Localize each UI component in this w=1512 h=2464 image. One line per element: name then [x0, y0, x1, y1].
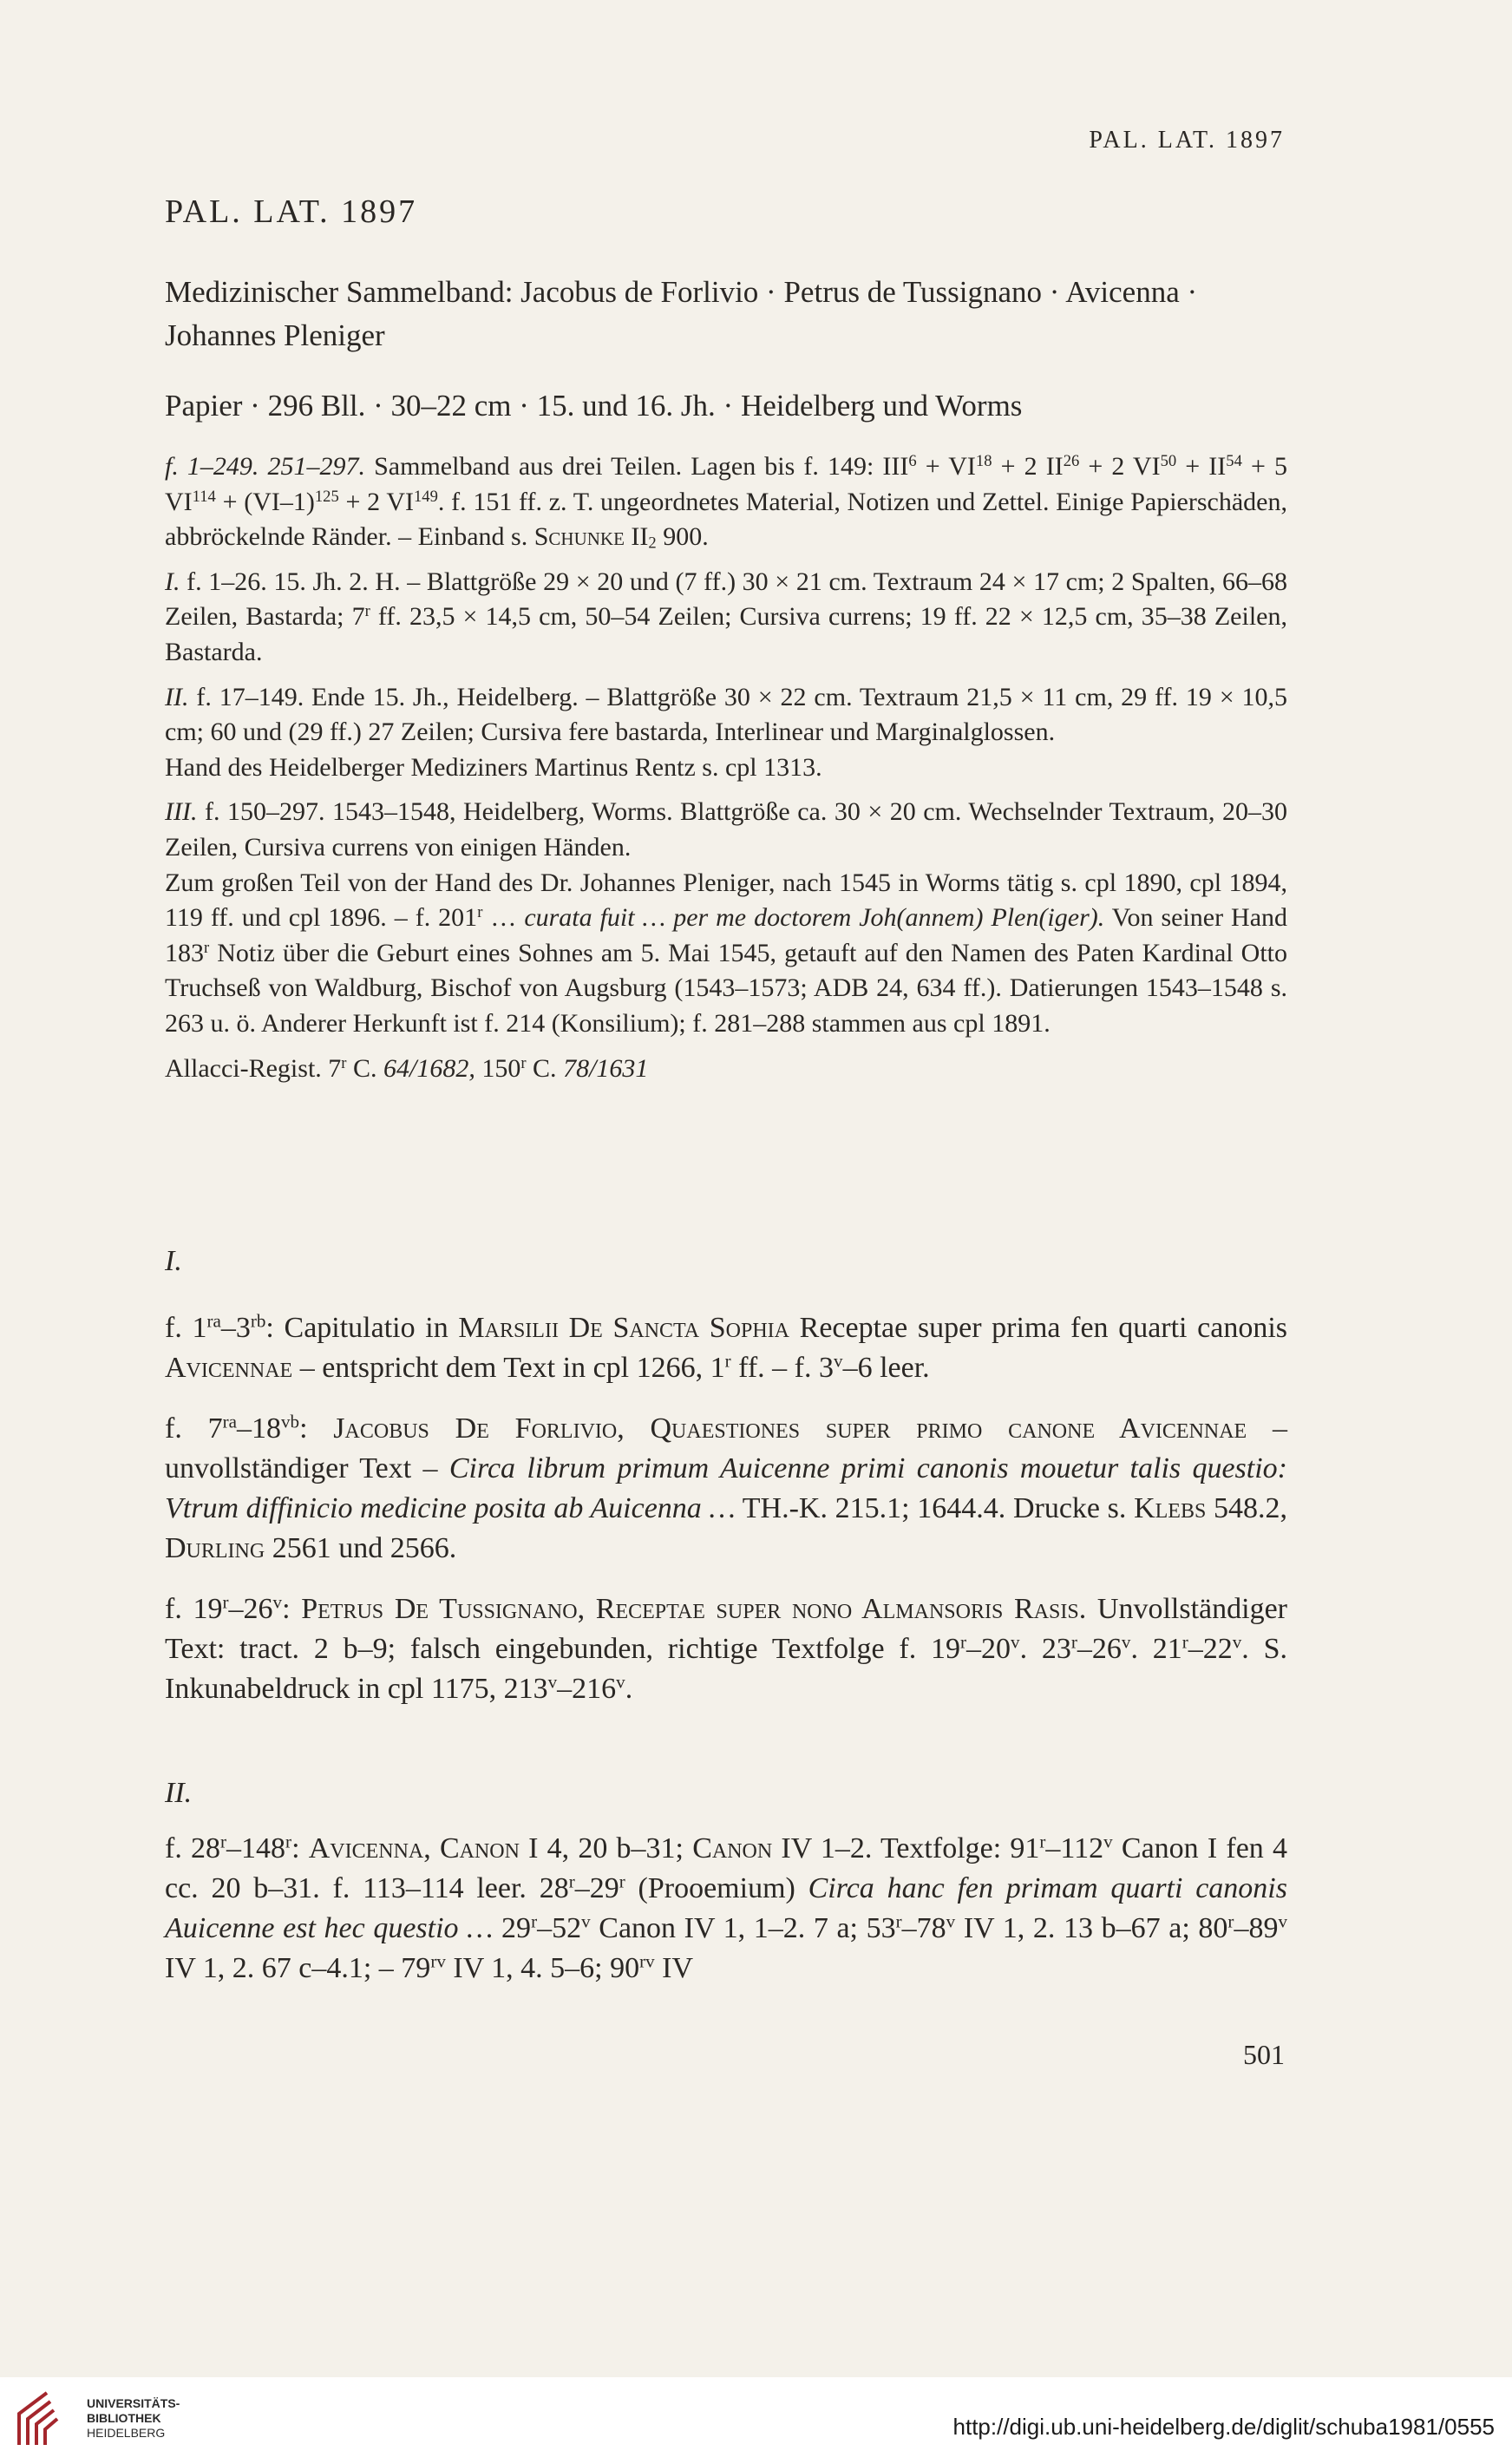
library-logo-icon — [12, 2388, 78, 2450]
section-1-label: I. — [165, 1245, 182, 1277]
section-1-entries — [165, 1308, 1287, 1730]
permalink-url[interactable]: http://digi.ub.uni-heidelberg.de/diglit/schuba1981/0555 — [952, 2414, 1495, 2440]
entry-marsilius: f. $1^{ra}-3^{rb}$: Capitulatio in Marsilii De Sancta Sophia Receptae super prima fen quarti canonis Avicennae – entspricht dem Text in cpl 1266, 1$^r$ ff. – f. 3$^v$–6 leer. — [165, 1310, 1288, 1384]
library-footer — [0, 2377, 1512, 2464]
desc-part-2: II. f. 17–149. Ende 15. Jh., Heidelberg. – Blattgröße 30 × 22 cm. Textraum 21,5 × 11 cm, 29 ff. 19 × 10,5 cm; 60 und (29 ff.) 27 Zeilen; Cursiva fere bastarda, Interlinear und Marginalglossen. — [165, 682, 1287, 747]
library-name: UNIVERSITÄTS- BIBLIOTHEK HEIDELBERG — [87, 2396, 180, 2440]
desc-collation: f. 1–249. 251–297. Sammelband aus drei Teilen. Lagen bis f. 149: $III^6 + VI^{18} + 2$ $II^{26} + 2$ $VI^{50} + II^{54} + 5$ $VI^{114} + (VI-1)^{125} + 2$ VI$^{149}$. f. 151 ff. z. T. ungeordnetes Material, Notizen und Zettel. Einige Papierschäden, abbröckelnde Ränder. – Einband s. Schunke $II_2$ 900. — [165, 451, 1287, 553]
allacci-register: Allacci-Regist. 7$^r$ C. 64/1682, 150$^r$ C. 78/1631 — [165, 1053, 649, 1083]
physical-description: Papier · 296 Bll. · 30–22 cm · 15. und 16. Jh. · Heidelberg und Worms — [165, 389, 1023, 423]
desc-part-2-hand: Hand des Heidelberger Mediziners Martinus Rentz s. cpl 1313. — [165, 752, 822, 782]
desc-part-3-hand: Zum großen Teil von der Hand des Dr. Johannes Pleniger, nach 1545 in Worms tätig s. cpl 1890, cpl 1894, 119 ff. und cpl 1896. – f. 201$^r$ … curata fuit … per me doctorem Joh(annem) Plen(iger). Von seiner Hand 183$^r$ Notiz über die Geburt eines Sohnes am 5. Mai 1545, getauft auf den Namen des Paten Kardinal Otto Truchseß von Waldburg, Bischof von Augsburg (1543–1573; ADB 24, 634 ff.). Datierungen 1543–1548 s. 263 u. ö. Anderer Herkunft ist f. 214 (Konsilium); f. 281–288 stammen aus cpl 1891. — [165, 868, 1288, 1038]
manuscript-title: Medizinischer Sammelband: Jacobus de Forlivio · Petrus de Tussignano · Avicenna · Johannes Pleniger — [165, 275, 1198, 352]
page-number: 501 — [1243, 2039, 1285, 2070]
section-2-label: II. — [165, 1777, 193, 1809]
entry-jacobus: f. $7^{ra}-18^{vb}$: Jacobus De Forlivio, Quaestiones super primo canone Avicennae – unvollständiger Text – Circa librum primum Auicenne primi canonis mouetur talis questio: Vtrum diffinicio medicine posita ab Auicenna … TH.-K. 215.1; 1644.4. Drucke s. Klebs 548.2, Durling 2561 und 2566. — [165, 1411, 1288, 1564]
entry-avicenna-canon: f. 28$^r$–148$^r$: Avicenna, Canon I 4, 20 b–31; Canon IV 1–2. Textfolge: 91$^r$–112$^v$ Canon I fen 4 cc. 20 b–31. f. 113–114 leer. 28$^r$–29$^r$ (Prooemium) Circa hanc fen primam quarti canonis Auicenne est hec questio … 29$^r$–52$^v$ Canon IV 1, 1–2. 7 a; 53$^r$–78$^v$ IV 1, 2. 13 b–67 a; 80$^r$–89$^v$ IV 1, 2. 67 c–4.1; – $79^{rv}$ IV 1, 4. 5–6; $90^{rv}$ IV — [165, 1831, 1287, 1984]
desc-part-1: I. f. 1–26. 15. Jh. 2. H. – Blattgröße 29 × 20 und (7 ff.) 30 × 21 cm. Textraum 24 × 17 cm; 2 Spalten, 66–68 Zeilen, Bastarda; 7$^r$ ff. 23,5 × 14,5 cm, 50–54 Zeilen; Cursiva currens; 19 ff. 22 × 12,5 cm, 35–38 Zeilen, Bastarda. — [165, 567, 1287, 666]
codicological-description — [165, 449, 1287, 1096]
running-head: PAL. LAT. 1897 — [1089, 127, 1285, 154]
entry-petrus: f. 19$^r$–26$^v$: Petrus De Tussignano, Receptae super nono Almansoris Rasis. Unvollständiger Text: tract. 2 b–9; falsch eingebunden, richtige Textfolge f. 19$^r$–20$^v$. 23$^r$–26$^v$. 21$^r$–22$^v$. S. Inkunabeldruck in cpl 1175, 213$^v$–216$^v$. — [165, 1591, 1287, 1705]
desc-part-3: III. f. 150–297. 1543–1548, Heidelberg, Worms. Blattgröße ca. 30 × 20 cm. Wechselnder Textraum, 20–30 Zeilen, Cursiva currens von einigen Händen. — [165, 797, 1287, 862]
shelfmark-heading: PAL. LAT. 1897 — [165, 193, 418, 230]
section-2-entries — [165, 1829, 1287, 2009]
